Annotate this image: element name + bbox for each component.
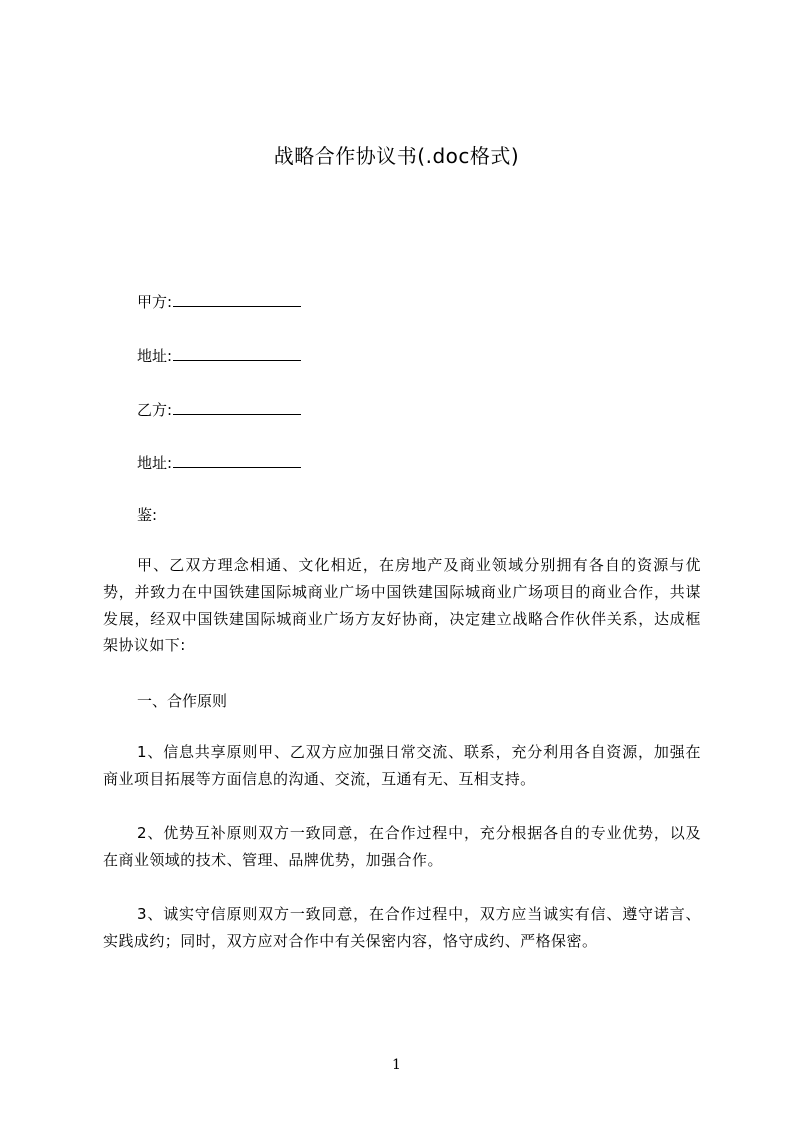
intro-paragraph: 甲、乙双方理念相通、文化相近，在房地产及商业领域分别拥有各自的资源与优势，并致力在中国铁建国际城商业广场中国铁建国际城商业广场项目的商业合作，共谋发展，经双中国铁建国际城商业广场方友好协商，决定建立战略合作伙伴关系，达成框架协议如下: [103, 556, 701, 655]
clause-2-paragraph: 2、优势互补原则双方一致同意，在合作过程中，充分根据各自的专业优势，以及在商业领域的技术、管理、品牌优势，加强合作。 [103, 824, 701, 869]
party-a-address-field [137, 344, 301, 367]
party-b-address-blank-line [173, 451, 301, 468]
clause-1-paragraph: 1、信息共享原则甲、乙双方应加强日常交流、联系，充分利用各自资源，加强在商业项目拓展等方面信息的沟通、交流，互通有无、互相支持。 [103, 743, 701, 788]
clause-3-paragraph: 3、诚实守信原则双方一致同意，在合作过程中，双方应当诚实有信、遵守诺言、实践成约；同时，双方应对合作中有关保密内容，恪守成约、严格保密。 [103, 905, 701, 950]
party-b-label: 乙方: [137, 401, 173, 419]
party-a-blank-line [173, 290, 301, 307]
party-b-field [137, 398, 301, 421]
party-b-address-label: 地址: [137, 454, 173, 472]
section-heading: 一、合作原则 [137, 692, 228, 710]
party-a-address-blank-line [173, 344, 301, 361]
party-a-field [137, 290, 301, 313]
document-title: 战略合作协议书(.doc格式) [273, 144, 520, 168]
recital-label: 鉴: [137, 506, 158, 524]
party-a-label: 甲方: [137, 293, 173, 311]
party-a-address-label: 地址: [137, 347, 173, 365]
party-b-address-field [137, 451, 301, 474]
party-b-blank-line [173, 398, 301, 415]
page-number: 1 [392, 1057, 401, 1073]
